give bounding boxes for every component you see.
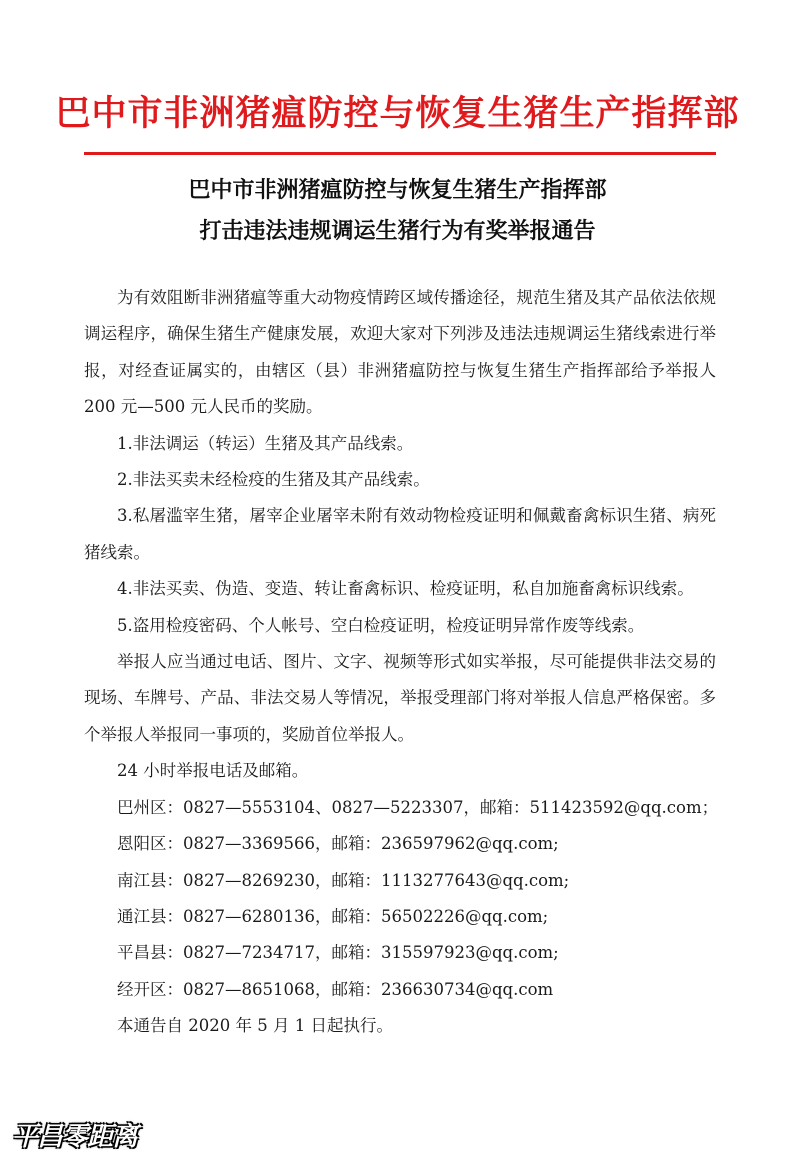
contact-line: 南江县：0827—8269230，邮箱：1113277643@qq.com; bbox=[117, 870, 570, 890]
contact-line: 通江县：0827—6280136，邮箱：56502226@qq.com; bbox=[117, 906, 549, 926]
intro-paragraph: 为有效阻断非洲猪瘟等重大动物疫情跨区域传播途径，规范生猪及其产品依法依规调运程序，确保生猪生产健康发展，欢迎大家对下列涉及违法违规调运生猪线索进行举报，对经查证属实的，由辖区（县）非洲猪瘟防控与恢复生猪生产指挥部给予举报人 200 元—500 元人民币的奖励。 bbox=[84, 288, 716, 417]
contact-line: 平昌县：0827—7234717，邮箱：315597923@qq.com; bbox=[117, 943, 559, 963]
header-red-rule bbox=[84, 152, 716, 155]
list-item: 1.非法调运（转运）生猪及其产品线索。 bbox=[117, 433, 414, 453]
document-title-line-1: 巴中市非洲猪瘟防控与恢复生猪生产指挥部 bbox=[188, 178, 607, 203]
document-title-line-2: 打击违法违规调运生猪行为有奖举报通告 bbox=[199, 219, 596, 244]
reporting-note-paragraph: 举报人应当通过电话、图片、文字、视频等形式如实举报，尽可能提供非法交易的现场、车牌号、产品、非法交易人等情况，举报受理部门将对举报人信息严格保密。多个举报人举报同一事项的，奖励首位举报人。 bbox=[84, 652, 716, 744]
list-item: 4.非法买卖、伪造、变造、转让畜禽标识、检疫证明，私自加施畜禽标识线索。 bbox=[117, 579, 694, 599]
org-header-title: 巴中市非洲猪瘟防控与恢复生猪生产指挥部 bbox=[55, 94, 740, 134]
list-item: 3.私屠滥宰生猪，屠宰企业屠宰未附有效动物检疫证明和佩戴畜禽标识生猪、病死猪线索。 bbox=[84, 506, 716, 562]
contact-line: 恩阳区：0827—3369566，邮箱：236597962@qq.com; bbox=[117, 834, 559, 854]
effective-date-line: 本通告自 2020 年 5 月 1 日起执行。 bbox=[117, 1016, 393, 1036]
list-item: 5.盗用检疫密码、个人帐号、空白检疫证明，检疫证明异常作废等线索。 bbox=[117, 615, 645, 635]
contact-line: 巴州区：0827—5553104、0827—5223307，邮箱：511423592@qq.com； bbox=[117, 797, 719, 817]
watermark-logo: 平昌零距离 bbox=[12, 1122, 138, 1152]
list-item: 2.非法买卖未经检疫的生猪及其产品线索。 bbox=[117, 470, 430, 490]
contact-line: 经开区：0827—8651068，邮箱：236630734@qq.com bbox=[117, 979, 554, 999]
hotline-heading: 24 小时举报电话及邮箱。 bbox=[117, 761, 309, 781]
document-body bbox=[84, 280, 719, 1045]
